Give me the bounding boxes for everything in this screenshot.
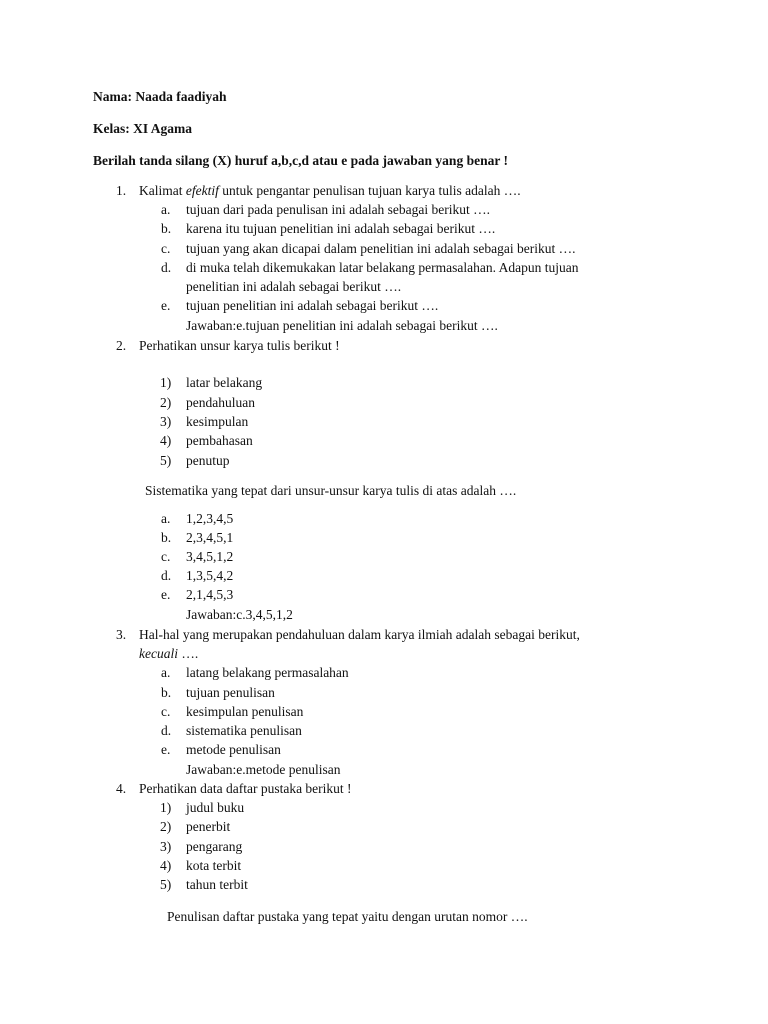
item-text: pengarang — [186, 839, 243, 854]
item-text: penerbit — [186, 819, 231, 834]
option-text: tujuan penelitian ini adalah sebagai berikut …. — [186, 298, 439, 313]
item-text: tahun terbit — [186, 877, 248, 892]
option-letter: c. — [161, 241, 171, 256]
option-letter: d. — [161, 723, 172, 738]
question-3-text: Hal-hal yang merupakan pendahuluan dalam karya ilmiah adalah sebagai berikut, — [139, 627, 580, 642]
option-letter: c. — [161, 549, 171, 564]
item-number: 2) — [160, 395, 172, 410]
option-text: latang belakang permasalahan — [186, 665, 349, 680]
item-number: 2) — [160, 819, 172, 834]
item-number: 3) — [160, 414, 172, 429]
question-1-text: Kalimat efektif untuk pengantar penulisan tujuan karya tulis adalah …. — [139, 183, 521, 198]
instruction: Berilah tanda silang (X) huruf a,b,c,d atau e pada jawaban yang benar ! — [93, 153, 508, 168]
option-text: tujuan dari pada penulisan ini adalah sebagai berikut …. — [186, 202, 491, 217]
item-number: 1) — [160, 375, 172, 390]
question-4-number: 4. — [116, 781, 127, 796]
question-stem: Penulisan daftar pustaka yang tepat yaitu dengan urutan nomor …. — [167, 909, 528, 924]
item-number: 3) — [160, 839, 172, 854]
question-1-number: 1. — [116, 183, 127, 198]
item-number: 5) — [160, 877, 172, 892]
option-letter: e. — [161, 298, 171, 313]
item-text: kesimpulan — [186, 414, 249, 429]
option-letter: a. — [161, 665, 171, 680]
option-text: tujuan yang akan dicapai dalam penelitian ini adalah sebagai berikut …. — [186, 241, 576, 256]
option-text-continued: penelitian ini adalah sebagai berikut …. — [186, 279, 402, 294]
option-text: 2,1,4,5,3 — [186, 587, 234, 602]
class-value: XI Agama — [133, 121, 193, 136]
option-letter: d. — [161, 260, 172, 275]
item-text: judul buku — [186, 800, 245, 815]
item-text: kota terbit — [186, 858, 242, 873]
option-text: kesimpulan penulisan — [186, 704, 304, 719]
option-letter: b. — [161, 530, 172, 545]
option-text: sistematika penulisan — [186, 723, 302, 738]
item-text: pembahasan — [186, 433, 253, 448]
question-2-text: Perhatikan unsur karya tulis berikut ! — [139, 338, 340, 353]
item-text: pendahuluan — [186, 395, 255, 410]
item-number: 4) — [160, 433, 172, 448]
option-letter: b. — [161, 221, 172, 236]
item-text: latar belakang — [186, 375, 263, 390]
option-text: metode penulisan — [186, 742, 281, 757]
question-3-number: 3. — [116, 627, 127, 642]
option-letter: d. — [161, 568, 172, 583]
answer-line: Jawaban:e.tujuan penelitian ini adalah sebagai berikut …. — [186, 318, 498, 333]
option-text: 1,2,3,4,5 — [186, 511, 234, 526]
option-letter: c. — [161, 704, 171, 719]
option-text: 2,3,4,5,1 — [186, 530, 234, 545]
option-letter: e. — [161, 742, 171, 757]
option-letter: a. — [161, 511, 171, 526]
item-text: penutup — [186, 453, 230, 468]
class-label: Kelas: — [93, 121, 130, 136]
item-number: 1) — [160, 800, 172, 815]
question-2-number: 2. — [116, 338, 127, 353]
name-value: Naada faadiyah — [135, 89, 227, 104]
option-text: di muka telah dikemukakan latar belakang permasalahan. Adapun tujuan — [186, 260, 579, 275]
question-stem: Sistematika yang tepat dari unsur-unsur karya tulis di atas adalah …. — [145, 483, 517, 498]
name-label: Nama: — [93, 89, 132, 104]
option-letter: b. — [161, 685, 172, 700]
class-line — [93, 120, 192, 138]
question-4-text: Perhatikan data daftar pustaka berikut ! — [139, 781, 352, 796]
option-text: 3,4,5,1,2 — [186, 549, 234, 564]
item-number: 4) — [160, 858, 172, 873]
option-text: karena itu tujuan penelitian ini adalah sebagai berikut …. — [186, 221, 496, 236]
item-number: 5) — [160, 453, 172, 468]
answer-line: Jawaban:e.metode penulisan — [186, 762, 341, 777]
answer-line: Jawaban:c.3,4,5,1,2 — [186, 607, 293, 622]
option-letter: e. — [161, 587, 171, 602]
option-text: tujuan penulisan — [186, 685, 275, 700]
name-line — [93, 88, 227, 106]
question-3-text-continued: kecuali …. — [139, 646, 199, 661]
option-text: 1,3,5,4,2 — [186, 568, 234, 583]
option-letter: a. — [161, 202, 171, 217]
